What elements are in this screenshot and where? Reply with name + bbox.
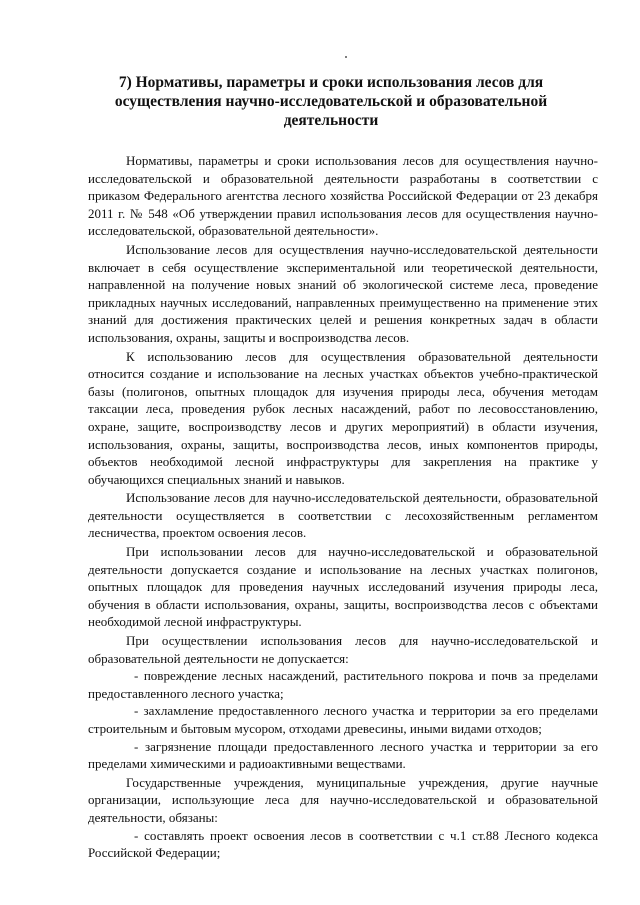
scan-speck [345,56,347,58]
paragraph-prohibitions-intro: При осуществлении использования лесов для научно-исследовательской и образовательной деятельности не допускается: [88,633,598,666]
list-item-littering: - захламление предоставленного лесного участка и территории за его пределами строительным и бытовым мусором, отходами древесины, иными видами отходов; [88,703,598,736]
paragraph-research-use: Использование лесов для осуществления научно-исследовательской деятельности включает в себя осуществление экспериментальной или теоретической деятельности, направленной на получение новых знаний об экологической системе леса, проведение прикладных научных исследований, направленных преимущественно на применение этих знаний для достижения практических целей и решения конкретных задач в области использования, охраны, защиты и воспроизводства лесов. [88,241,598,345]
paragraph-educational-use: К использованию лесов для осуществления образовательной деятельности относится создание и использование на лесных участках объектов учебно-практической базы (полигонов, опытных площадок для изучения природы леса, обучения методам таксации леса, проведения рубок лесных насаждений, работ по лесовосстановлению, охране, защите, воспроизводству лесов и других мероприятий) в области изучения, использования, охраны, защиты, воспроизводства лесов, иных компонентов природы, объектов необходимой лесной инфраструктуры для закрепления на практике у обучающихся специальных знаний и навыков. [88,348,598,487]
list-item-damage: - повреждение лесных насаждений, растительного покрова и почв за пределами предоставленного лесного участка; [88,668,598,701]
list-item-pollution: - загрязнение площади предоставленного лесного участка и территории за его пределами химическими и радиоактивными веществами. [88,738,598,772]
paragraph-obligations-intro: Государственные учреждения, муниципальные учреждения, другие научные организации, использующие леса для научно-исследовательской и образовательной деятельности, обязаны: [88,774,598,825]
section-heading: 7) Нормативы, параметры и сроки использования лесов для осуществления научно-исследовательской и образовательной деятельности [114,74,548,129]
list-item-forest-plan: - составлять проект освоения лесов в соответствии с ч.1 ст.88 Лесного кодекса Российской Федерации; [88,827,598,861]
document-body [88,152,598,862]
paragraph-regulation-compliance: Использование лесов для научно-исследовательской деятельности, образовательной деятельности осуществляется в соответствии с лесохозяйственным регламентом лесничества, проектом освоения лесов. [88,490,598,541]
paragraph-permitted-activities: При использовании лесов для научно-исследовательской и образовательной деятельности допускается создание и использование на лесных участках полигонов, опытных площадок для проведения научных исследований изучения природы леса, обучения в области использования, охраны, защиты, воспроизводства лесов с объектами необходимой лесной инфраструктуры. [88,544,598,630]
paragraph-regulation-basis: Нормативы, параметры и сроки использования лесов для осуществления научно-исследовательской и образовательной деятельности разработаны в соответствии с приказом Федерального агентства лесного хозяйства Российской Федерации от 23 декабря 2011 г. № 548 «Об утверждении правил использования лесов для осуществления научно-исследовательской, образовательной деятельности». [88,153,598,239]
